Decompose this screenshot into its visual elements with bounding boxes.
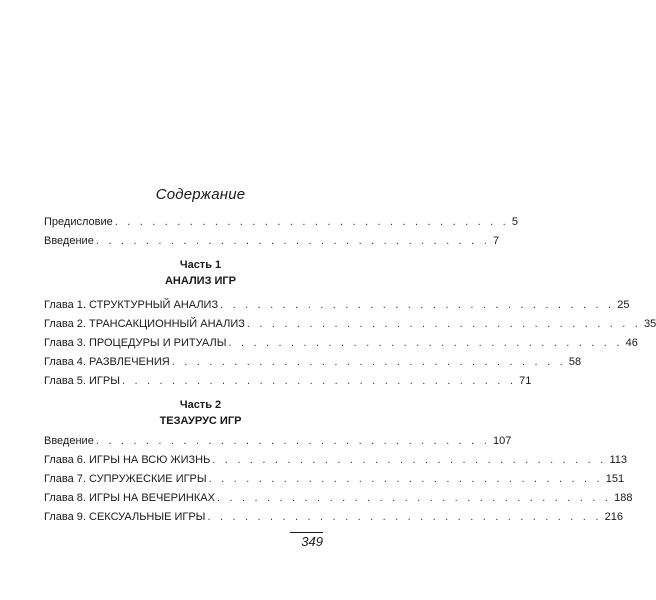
toc-entry-chapter-6 bbox=[44, 452, 627, 468]
entry-label: Глава 1. СТРУКТУРНЫЙ АНАЛИЗ bbox=[44, 299, 219, 311]
toc-entry-chapter-3 bbox=[44, 335, 638, 351]
entry-page-number: 151 bbox=[605, 473, 625, 485]
entry-page-number: 46 bbox=[625, 337, 638, 349]
entry-page-number: 188 bbox=[614, 492, 633, 504]
leader-dots: . . . . . . . . . . . . . . . . . . . . . . . . . . . . . . . . bbox=[207, 511, 602, 523]
entry-label: Глава 8. ИГРЫ НА ВЕЧЕРИНКАХ bbox=[44, 492, 215, 504]
entry-label: Глава 6. ИГРЫ НА ВСЮ ЖИЗНЬ bbox=[44, 454, 211, 466]
entry-label: Глава 2. ТРАНСАКЦИОННЫЙ АНАЛИЗ bbox=[44, 318, 245, 330]
toc-entry-chapter-4 bbox=[44, 354, 582, 370]
entry-page-number: 71 bbox=[519, 375, 532, 387]
entry-page-number: 35 bbox=[644, 318, 656, 330]
toc-entry-chapter-9 bbox=[44, 509, 623, 525]
toc-entry-preface bbox=[44, 214, 518, 230]
page-number: 349 bbox=[301, 534, 323, 549]
toc-entry-chapter-2 bbox=[44, 316, 656, 332]
entry-page-number: 5 bbox=[511, 216, 518, 228]
leader-dots: . . . . . . . . . . . . . . . . . . . . . . . . . . . . . . . . bbox=[212, 454, 607, 466]
leader-dots: . . . . . . . . . . . . . . . . . . . . . . . . . . . . . . . . bbox=[121, 375, 517, 387]
leader-dots: . . . . . . . . . . . . . . . . . . . . . . . . . . . . . . . . bbox=[246, 318, 642, 330]
leader-dots: . . . . . . . . . . . . . . . . . . . . . . . . . . . . . . . . bbox=[171, 356, 566, 368]
leader-dots: . . . . . . . . . . . . . . . . . . . . . . . . . . . . . . . . bbox=[208, 473, 603, 485]
leader-dots: . . . . . . . . . . . . . . . . . . . . . . . . . . . . . . . . bbox=[228, 337, 623, 349]
entry-page-number: 107 bbox=[492, 435, 512, 447]
entry-page-number: 216 bbox=[604, 511, 623, 523]
part-2-label: Часть 2 bbox=[179, 399, 222, 411]
folio-rule bbox=[290, 532, 323, 533]
leader-dots: . . . . . . . . . . . . . . . . . . . . . . . . . . . . . . . . bbox=[114, 216, 509, 228]
toc-entry-introduction bbox=[44, 233, 500, 249]
toc-entry-chapter-5 bbox=[44, 373, 532, 389]
entry-label: Глава 7. СУПРУЖЕСКИЕ ИГРЫ bbox=[44, 473, 207, 485]
entry-label: Глава 9. СЕКСУАЛЬНЫЕ ИГРЫ bbox=[44, 511, 206, 523]
leader-dots: . . . . . . . . . . . . . . . . . . . . . . . . . . . . . . . . bbox=[95, 235, 490, 247]
entry-label: Введение bbox=[44, 235, 94, 247]
toc-entry-part2-introduction bbox=[44, 433, 512, 449]
entry-label: Введение bbox=[44, 435, 94, 447]
part-2-title: ТЕЗАУРУС ИГР bbox=[159, 415, 242, 427]
entry-page-number: 113 bbox=[609, 454, 627, 466]
part-1-title: АНАЛИЗ ИГР bbox=[164, 275, 237, 287]
leader-dots: . . . . . . . . . . . . . . . . . . . . . . . . . . . . . . . . bbox=[95, 435, 490, 447]
entry-page-number: 58 bbox=[568, 356, 582, 368]
leader-dots: . . . . . . . . . . . . . . . . . . . . . . . . . . . . . . . . bbox=[216, 492, 612, 504]
entry-label: Предисловие bbox=[44, 216, 113, 228]
leader-dots: . . . . . . . . . . . . . . . . . . . . . . . . . . . . . . . . bbox=[220, 299, 615, 311]
part-1-label: Часть 1 bbox=[179, 259, 222, 271]
entry-page-number: 25 bbox=[617, 299, 630, 311]
toc-entry-chapter-7 bbox=[44, 471, 625, 487]
toc-entry-chapter-1 bbox=[44, 297, 630, 313]
toc-title: Содержание bbox=[155, 186, 246, 203]
entry-label: Глава 3. ПРОЦЕДУРЫ И РИТУАЛЫ bbox=[44, 337, 227, 349]
entry-label: Глава 4. РАЗВЛЕЧЕНИЯ bbox=[44, 356, 170, 368]
entry-label: Глава 5. ИГРЫ bbox=[44, 375, 120, 387]
toc-entry-chapter-8 bbox=[44, 490, 633, 506]
entry-page-number: 7 bbox=[492, 235, 500, 247]
